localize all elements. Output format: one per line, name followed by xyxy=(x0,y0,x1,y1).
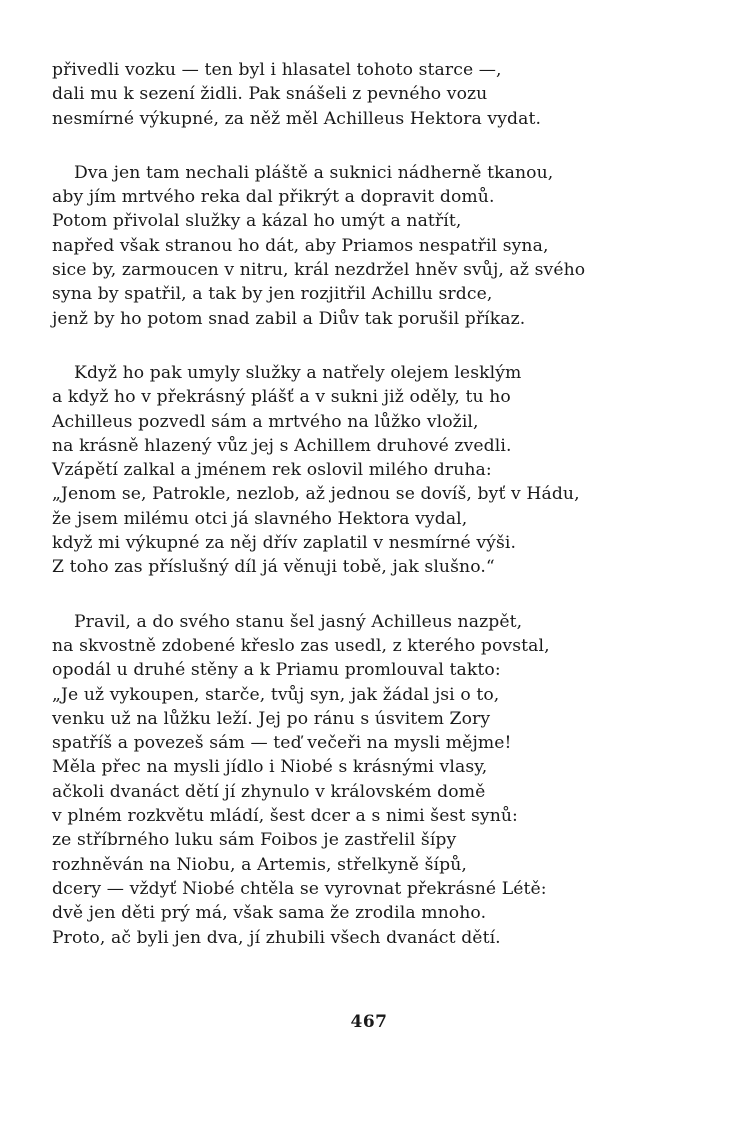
verse-line: sice by, zarmoucen v nitru, král nezdržel hněv svůj, až svého xyxy=(52,260,586,281)
verse-line: v plném rozkvětu mládí, šest dcer a s nimi šest synů: xyxy=(52,806,518,827)
verse-line: že jsem milému otci já slavného Hektora vydal, xyxy=(52,508,468,529)
verse-line: aby jím mrtvého reka dal přikrýt a dopravit domů. xyxy=(52,187,495,208)
verse-line: přivedli vozku — ten byl i hlasatel tohoto starce —, xyxy=(52,60,502,80)
verse-line: napřed však stranou ho dát, aby Priamos nespatřil syna, xyxy=(52,235,549,256)
verse-line: spatříš a povezeš sám — teď večeři na mysli mějme! xyxy=(52,733,512,754)
verse-line: ačkoli dvanáct dětí jí zhynulo v královském domě xyxy=(52,781,486,802)
verse-line: syna by spatřil, a tak by jen rozjitřil Achillu srdce, xyxy=(52,284,493,305)
verse-line: jenž by ho potom snad zabil a Diův tak porušil příkaz. xyxy=(52,308,526,329)
verse-line: a když ho v překrásný plášť a v sukni již oděly, tu ho xyxy=(52,387,511,408)
verse-line: Potom přivolal služky a kázal ho umýt a natřít, xyxy=(52,211,462,232)
verse-line: „Jenom se, Patrokle, nezlob, až jednou se dovíš, byť v Hádu, xyxy=(52,484,580,505)
verse-line: „Je už vykoupen, starče, tvůj syn, jak žádal jsi o to, xyxy=(52,684,500,705)
verse-line: venku už na lůžku leží. Jej po ránu s úsvitem Zory xyxy=(52,708,491,729)
verse-line: rozhněván na Niobu, a Artemis, střelkyně šípů, xyxy=(52,854,467,875)
verse-line: ze stříbrného luku sám Foibos je zastřelil šípy xyxy=(52,830,457,851)
verse-line: opodál u druhé stěny a k Priamu promlouval takto: xyxy=(52,660,501,681)
verse-line: na skvostně zdobené křeslo zas usedl, z kterého povstal, xyxy=(52,635,550,656)
verse-line: Když ho pak umyly služky a natřely olejem lesklým xyxy=(74,362,522,383)
verse-line: dcery — vždyť Niobé chtěla se vyrovnat překrásné Létě: xyxy=(52,878,547,899)
verse-line: Měla přec na mysli jídlo i Niobé s krásnými vlasy, xyxy=(52,757,488,778)
verse-line: Pravil, a do svého stanu šel jasný Achilleus nazpět, xyxy=(74,611,523,632)
verse-line: když mi výkupné za něj dřív zaplatil v nesmírné výši. xyxy=(52,533,517,554)
stanza-2 xyxy=(52,161,702,331)
stanza-1 xyxy=(52,58,702,131)
verse-line: Achilleus pozvedl sám a mrtvého na lůžko vložil, xyxy=(52,411,479,432)
verse-line: Dva jen tam nechali pláště a suknici nádherně tkanou, xyxy=(74,162,554,183)
verse-line: dali mu k sezení židli. Pak snášeli z pevného vozu xyxy=(52,84,488,105)
verse-line: nesmírné výkupné, za něž měl Achilleus Hektora vydat. xyxy=(52,108,542,129)
stanza-3 xyxy=(52,361,702,580)
verse-line: Vzápětí zalkal a jménem rek oslovil milého druha: xyxy=(52,460,492,481)
verse-line: dvě jen děti prý má, však sama že zrodila mnoho. xyxy=(52,903,487,924)
verse-line: Z toho zas příslušný díl já věnuji tobě, jak slušno.“ xyxy=(52,557,495,578)
stanza-4 xyxy=(52,610,702,950)
poem-text xyxy=(52,58,702,980)
page-number: 467 xyxy=(350,1012,388,1032)
verse-line: na krásně hlazený vůz jej s Achillem druhové zvedli. xyxy=(52,435,512,456)
verse-line: Proto, ač byli jen dva, jí zhubili všech dvanáct dětí. xyxy=(52,927,501,948)
